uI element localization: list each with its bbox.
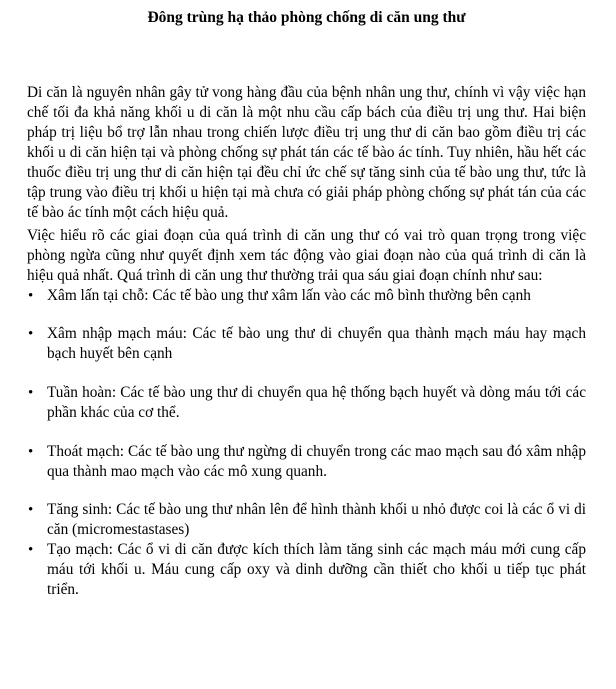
list-item: [27, 383, 586, 423]
list-item: [27, 286, 586, 306]
list-item: [27, 540, 586, 600]
list-item-text: Xâm lấn tại chỗ: Các tế bào ung thư xâm lấn vào các mô bình thường bên cạnh: [47, 287, 531, 304]
list-item-text: Thoát mạch: Các tế bào ung thư ngừng di chuyển trong các mao mạch sau đó xâm nhập qua thành mao mạch vào các mô xung quanh.: [47, 443, 586, 480]
paragraph-stages-intro: Việc hiểu rõ các giai đoạn của quá trình di căn ung thư có vai trò quan trọng trong việc phòng ngừa cũng như quyết định xem tác động vào giai đoạn nào của quá trình di căn là hiệu quả nhất. Quá trình di căn ung thư thường trải qua sáu giai đoạn chính như sau:: [27, 227, 586, 284]
list-item: [27, 500, 586, 540]
list-item-text: Tuần hoàn: Các tế bào ung thư di chuyển qua hệ thống bạch huyết và dòng máu tới các phần khác của cơ thể.: [47, 384, 586, 421]
paragraph-intro: Di căn là nguyên nhân gây tử vong hàng đầu của bệnh nhân ung thư, chính vì vậy việc hạn chế tối đa khả năng khối u di căn là một nhu cầu cấp bách của điều trị ung thư. Hai biện pháp trị liệu bổ trợ lẫn nhau trong chiến lược điều trị ung thư di căn bao gồm điều trị các khối u di căn hiện tại và phòng chống sự phát tán các tế bào ác tính. Tuy nhiên, hầu hết các thuốc điều trị ung thư di căn hiện tại đều chỉ ức chế sự tăng sinh của tế bào ung thư, tức là tập trung vào điều trị khối u hiện tại mà chưa có giải pháp phòng chống sự phát tán của các tế bào ác tính một cách hiệu quả.: [27, 84, 586, 221]
list-item-text: Tăng sinh: Các tế bào ung thư nhân lên để hình thành khối u nhỏ được coi là các ổ vi di căn (micromestastases): [47, 501, 586, 538]
bullet-icon: •: [28, 385, 34, 401]
bullet-icon: •: [28, 542, 34, 558]
bullet-icon: •: [28, 326, 34, 342]
stage-list: [27, 286, 586, 600]
list-item-text: Tạo mạch: Các ổ vi di căn được kích thích làm tăng sinh các mạch máu mới cung cấp máu tới khối u. Máu cung cấp oxy và dinh dưỡng cần thiết cho khối u tiếp tục phát triển.: [47, 541, 586, 598]
list-item-text: Xâm nhập mạch máu: Các tế bào ung thư di chuyển qua thành mạch máu hay mạch bạch huyết bên cạnh: [47, 325, 586, 362]
bullet-icon: •: [28, 502, 34, 518]
bullet-icon: •: [28, 444, 34, 460]
document-title: Đông trùng hạ thảo phòng chống di căn ung thư: [147, 9, 466, 26]
list-item: [27, 442, 586, 482]
bullet-icon: •: [28, 288, 34, 304]
list-item: [27, 324, 586, 364]
